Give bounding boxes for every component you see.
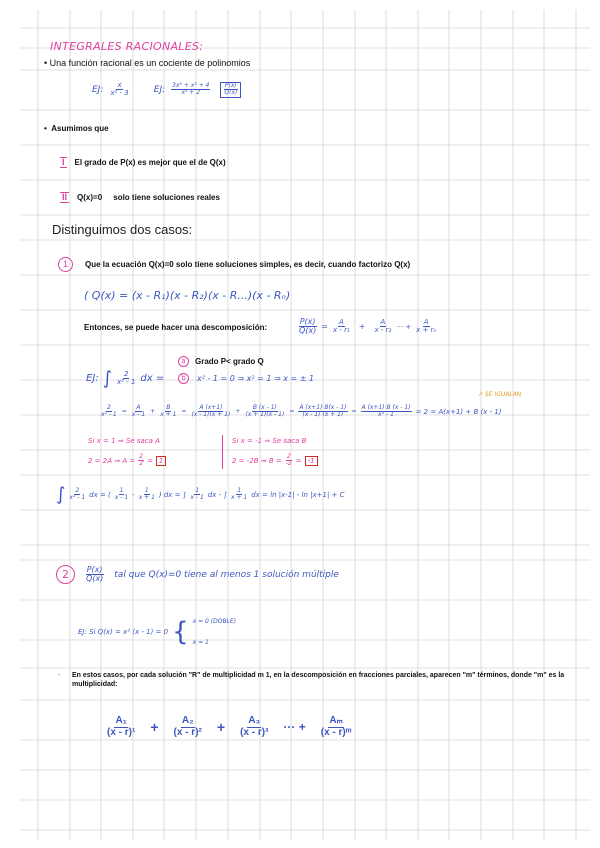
decomp-lhs-num: P(x) — [299, 317, 316, 326]
orange-annotation: ↗ SE IGUALAN — [478, 391, 522, 398]
term-2-num: A₂ — [181, 715, 194, 726]
note-b-text: x² - 1 = 0 ⇒ x² = 1 ⇒ x = ± 1 — [197, 374, 315, 383]
multiplicity-terms — [106, 716, 352, 738]
eq-f5-num: B (x - 1) — [252, 404, 277, 411]
eq-f5-den: (x + 1)(x - 1) — [245, 411, 285, 419]
final-n2: 1 — [119, 486, 124, 494]
right-case-frac-num: 2 — [286, 453, 291, 460]
factorization: ( Q(x) = (x - R₁)(x - R₂)(x - R...)(x - Rₙ) — [84, 289, 291, 302]
case-2-header — [56, 565, 339, 584]
case-divider — [222, 435, 223, 469]
final-d4: x - 1 — [190, 494, 204, 501]
eq-f7-num: A (x+1) B (x - 1) — [361, 404, 411, 411]
left-case-line-2 — [88, 454, 166, 468]
decomp-t2-num: A — [380, 318, 386, 327]
example-1-row — [92, 82, 241, 98]
final-d1: x² - 1 — [69, 494, 86, 501]
fraction-2 — [171, 83, 210, 97]
left-case-eq: 2 = 2A ⇒ A = — [88, 456, 136, 465]
fraction-1-num: x — [117, 81, 122, 89]
note-a-label: a — [178, 356, 189, 367]
decomp-t3-den: x + rₙ — [416, 326, 437, 335]
case-2-frac-den: Q(x) — [86, 574, 104, 583]
right-case-equals: = — [295, 456, 302, 465]
final-integral-sign: ∫ — [56, 484, 66, 505]
eq-f2-num: A — [136, 404, 141, 411]
decomp-dots: ··· + — [396, 322, 412, 331]
term-2-den: (x - r)² — [173, 726, 202, 738]
bullet-dash: - — [58, 670, 61, 679]
condition-2-text: Q(x)=0 solo tiene soluciones reales — [77, 193, 220, 202]
condition-1-text: El grado de P(x) es mejor que el de Q(x) — [74, 158, 226, 167]
integral-sign: ∫ — [102, 368, 113, 389]
eq-f2-den: x - 1 — [131, 411, 146, 419]
eq-f3-den: x + 1 — [160, 411, 177, 419]
case-1-number: 1 — [58, 257, 73, 272]
left-case-equals: = — [147, 456, 153, 465]
intro-text: • Una función racional es un cociente de polinomios — [44, 58, 251, 68]
eq-f4-den: (x - 1)(x + 1) — [191, 411, 231, 419]
left-case-frac-num: 2 — [139, 453, 144, 460]
right-case-answer: -1 — [305, 456, 318, 466]
multiplicity-text: En estos casos, por cada solución "R" de multiplicidad m 1, en la descomposición en fracciones parciales, aparecen "m" términos, donde "m" es la multiplicidad: — [72, 672, 565, 689]
example-ej: EJ: — [86, 373, 99, 384]
decomp-t1-den: x - r₁ — [332, 326, 350, 335]
final-mid2: ) dx = ∫ — [158, 490, 187, 499]
condition-1 — [60, 157, 226, 168]
roman-numeral-2: II — [62, 192, 68, 202]
fraction-3-num: P(x) — [224, 82, 237, 90]
term-1-den: (x - r)¹ — [107, 726, 136, 738]
roman-numeral-1: I — [62, 157, 65, 167]
left-case-line-1: Si x = 1 ⇒ Se saca A — [88, 437, 160, 445]
final-n1: 2 — [75, 486, 80, 494]
right-case-line-2 — [232, 454, 318, 468]
right-case-line-1: Si x = -1 ⇒ Se saca B — [232, 437, 307, 445]
equality-chain: $\frac{2}{\text{x² - 1}}$ = $\frac{A}{x - 1}$ + $\frac{B}{x + 1}$ = $\frac{A (x+1)}{(x - 1)(x + 1)}$ + $\frac{B (x - 1)}{(x + 1)(x - 1)}$ = $\frac{A (x+1) B(x - 1)}{(x - 1) (x + 1)}$ = $\frac{A (x+1) B (x - 1)}{\text{x² - 1}}$ = 2 = A(x+1) + B (x - 1) — [101, 404, 502, 419]
ej-label-2: EJ: — [153, 84, 166, 95]
final-mid3: dx - ∫ — [207, 490, 227, 499]
final-integral-line — [56, 484, 345, 505]
decomp-t2-den: x - r₂ — [374, 326, 392, 335]
eq-f1-den: x² - 1 — [101, 411, 117, 419]
case-1-text: Que la ecuación Q(x)=0 solo tiene soluciones simples, es decir, cuando factorizo Q(x) — [85, 260, 411, 269]
fraction-2-num: 3x⁵ + x³ + 4 — [172, 82, 210, 90]
eq-f6-num: A (x+1) B(x - 1) — [299, 404, 347, 411]
eq-f1-num: 2 — [106, 404, 111, 411]
case-2-number: 2 — [56, 565, 75, 584]
fraction-1-den: x² - 3 — [110, 89, 129, 98]
final-mid1: dx = ( — [89, 490, 111, 499]
ej-label-1: EJ: — [92, 84, 104, 95]
integral-den: x² - 1 — [117, 378, 136, 386]
condition-2 — [60, 192, 220, 203]
final-d5: x + 1 — [231, 494, 248, 501]
asumimos-text: • Asumimos que — [44, 124, 109, 133]
final-n5: 1 — [237, 486, 242, 494]
term-m-den: (x - r)ᵐ — [320, 726, 352, 738]
eq-f3-num: B — [166, 404, 171, 411]
case-2-example: EJ: Si Q(x) = x² (x - 1) = 0 { x = 0 (DOBLE) x = 1 — [78, 617, 237, 647]
fraction-1 — [109, 82, 129, 98]
final-minus: - — [132, 490, 135, 499]
note-b-label: b — [178, 373, 189, 384]
fraction-3-den: Q(x) — [224, 89, 238, 97]
term-plus-1: + — [150, 719, 159, 735]
term-m-num: Aₘ — [329, 715, 343, 726]
final-n3: 1 — [144, 486, 149, 494]
decomp-t3-num: A — [423, 318, 429, 327]
final-end: dx = ln |x-1| - ln |x+1| + C — [251, 490, 345, 499]
intro-label: Una función racional es un cociente de polinomios — [49, 58, 251, 68]
decomp-equals: = — [321, 322, 328, 332]
decomp-t1-num: A — [338, 318, 344, 327]
right-case-frac-den: -2 — [285, 460, 292, 468]
eq-f6-den: (x - 1) (x + 1) — [302, 411, 344, 419]
integral-num: 2 — [123, 369, 129, 378]
note-a — [178, 356, 264, 367]
eq-rest: = 2 = A(x+1) + B (x - 1) — [415, 407, 502, 416]
boxed-fraction — [220, 82, 241, 98]
case-1-header — [58, 257, 410, 272]
final-d3: x + 1 — [138, 494, 155, 501]
entonces-text: Entonces, se puede hacer una descomposición: — [84, 323, 268, 332]
orange-annotation-text: SE IGUALAN — [484, 391, 522, 398]
eq-f7-den: x² - 1 — [378, 411, 394, 419]
term-plus-2: + — [216, 719, 226, 735]
asumimos-label: Asumimos que — [51, 124, 109, 133]
case-2-text: tal que Q(x)=0 tiene al menos 1 solución múltiple — [114, 569, 339, 580]
decomposition-formula — [298, 318, 437, 336]
case-2-frac-num: P(x) — [86, 564, 103, 574]
page-title: INTEGRALES RACIONALES: — [50, 40, 204, 53]
note-b — [178, 373, 314, 384]
term-dots: ··· + — [283, 720, 306, 734]
case-2-option-1: x = 0 (DOBLE) — [192, 618, 237, 625]
eq-f4-num: A (x+1) — [199, 404, 223, 411]
case-2-ej: EJ: Si Q(x) = x² (x - 1) = 0 — [78, 628, 169, 636]
distinguimos-heading: Distinguimos dos casos: — [52, 222, 193, 237]
fraction-2-den: x³ + 2 — [181, 89, 201, 97]
left-case-frac-den: 2 — [139, 460, 144, 468]
case-2-option-2: x = 1 — [192, 639, 209, 646]
decomp-plus: + — [358, 322, 366, 332]
term-1-num: A₁ — [115, 715, 127, 726]
final-n4: 1 — [195, 486, 200, 494]
term-3-num: A₃ — [248, 715, 261, 726]
note-a-text: Grado P< grado Q — [195, 357, 264, 366]
left-case-answer: 1 — [156, 456, 166, 466]
decomp-lhs-den: Q(x) — [299, 326, 317, 336]
term-3-den: (x - r)³ — [240, 726, 269, 738]
integral-dx: dx = — [140, 373, 165, 384]
final-d2: x - 1 — [114, 494, 129, 501]
right-case-eq: 2 = -2B ⇒ B = — [232, 456, 282, 465]
example-integral — [86, 368, 164, 389]
